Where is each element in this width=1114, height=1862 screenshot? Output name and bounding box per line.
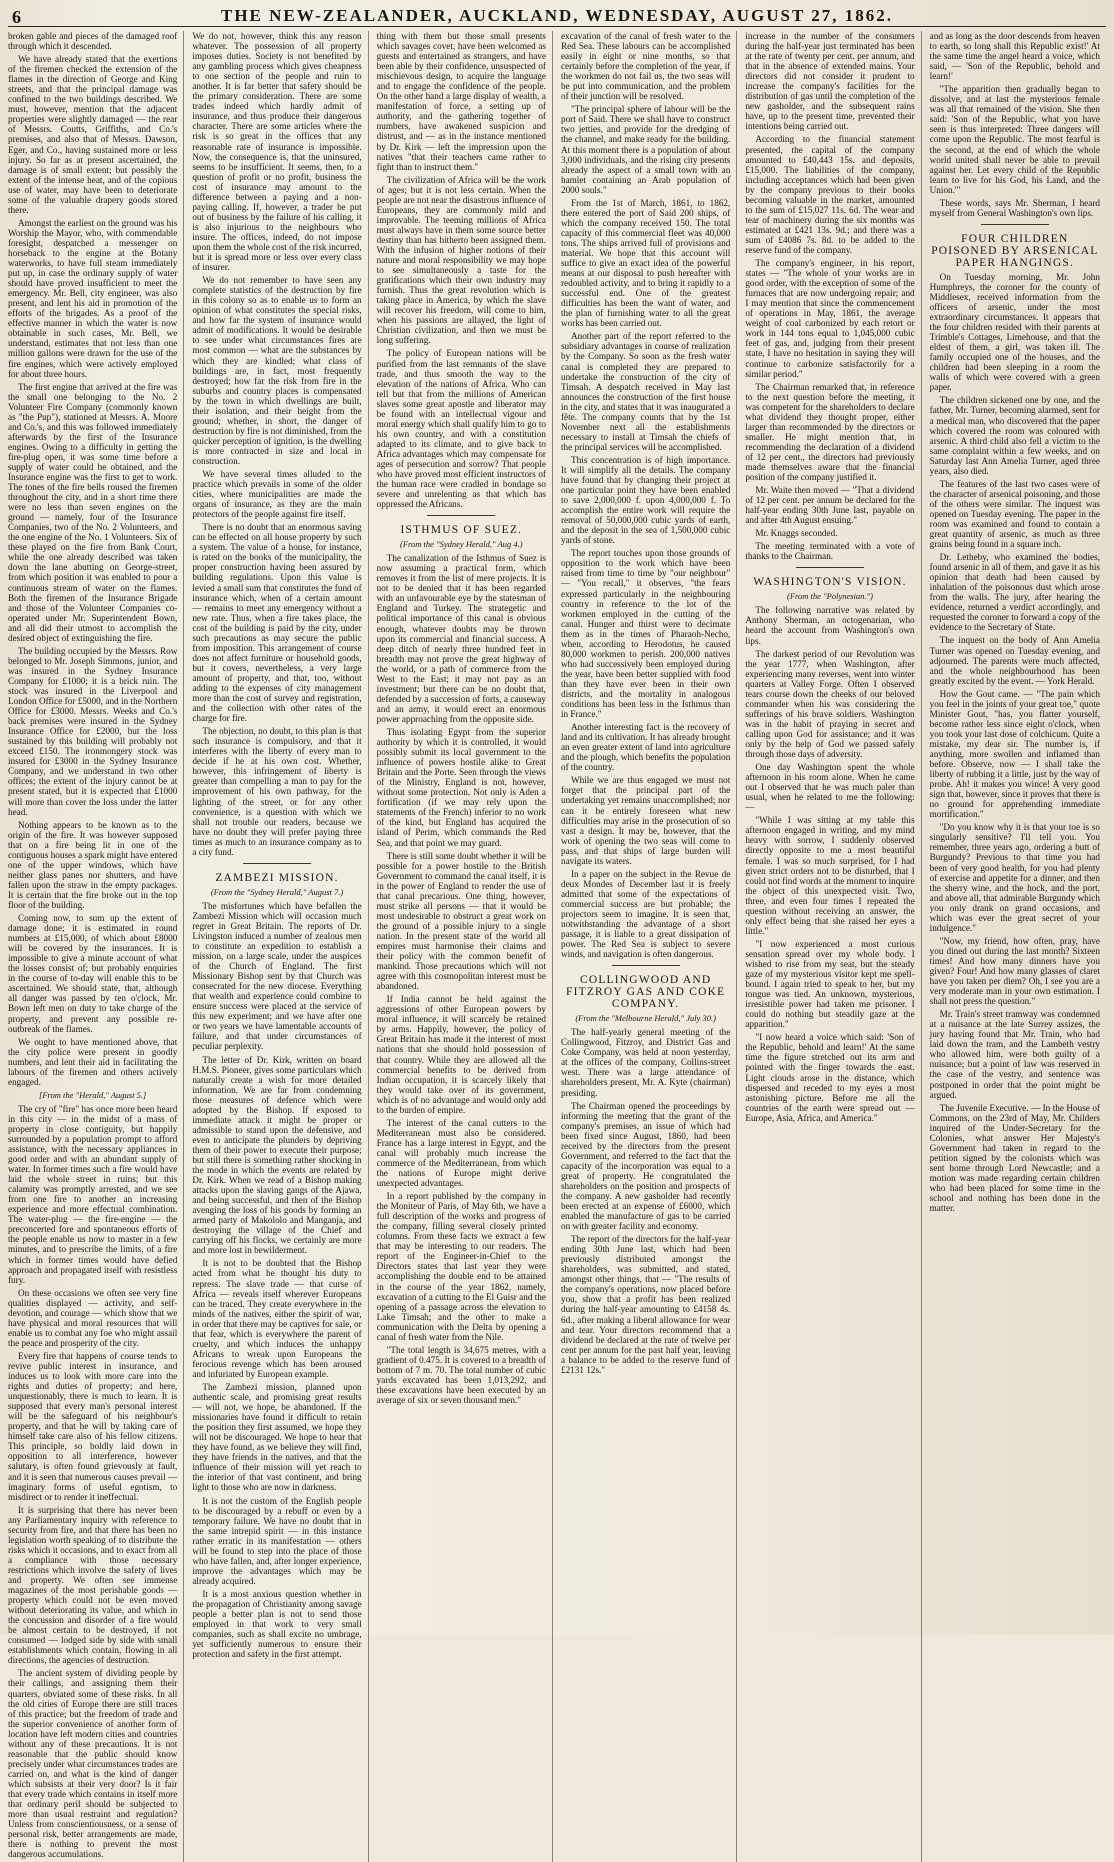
page-number: 6: [12, 7, 21, 27]
article-paragraph: We ought to have mentioned above, that the city police were present in goodly numbers, and lent their aid in facilitating the labours of the firemen and others actively engaged.: [8, 1036, 178, 1087]
article-paragraph: The half-yearly general meeting of the Collingwood, Fitzroy, and District Gas and Coke Company, was held at noon yesterday, at the offices of the company, Collins-street west. There was a large attendance of shareholders present, Mr. A. Kyte (chairman) presiding.: [560, 1027, 731, 1098]
article-paragraph: There is no doubt that an enormous saving can be effected on all house property by such a system. The value of a house, for instance, is rated on the books of the municipality, the proper construction having been assured by building regulations. Upon this value is levied a small sum that constitutes the fund of insurance which, when of a certain amount — remains to meet any emergency without a new rate. Thus, when a fire takes place, the cost of the building is paid by the city, under such precautions as may secure the public from imposition. This arrangement of course does not affect furniture or household goods, but it covers, nevertheless, a very large amount of property, and that, too, without adding to the expenses of city management more than the cost of survey and registration, and the collection with other rates of the charge for fire.: [192, 522, 362, 724]
article-paragraph: It is not to be doubted that the Bishop acted from what he thought his duty to repress. The slave trade — that curse of Africa — reveals itself wherever Europeans can be traced. They create everywhere in the minds of the natives, either the spirit of war, in order that there may be captives for sale, or that fear, which is everywhere the parent of cruelty, and which induces the unhappy Africans to wreak upon Europeans the ferocious revenge which has been aroused and infuriated by European example.: [192, 1258, 362, 1379]
article-paragraph: It is surprising that there has never been any Parliamentary inquiry with reference to security from fire, and that there has been no legislation worth speaking of to distribute the risks which it occasions, and to exact from all a compliance with those necessary restrictions which involve the safety of lives and property. We often see immense magazines of the most perishable goods — property which could not be even moved without deteriorating its value, and which in the concussion and disorder of a fire would be almost certain to be destroyed, if not consumed — lodged side by side with small establishments which contain, flowing in all directions, the agencies of destruction.: [8, 1504, 178, 1666]
article-paragraph: The civilization of Africa will be the work of ages; but it is not less certain. When the people are not near the disastrous influence of Europeans, they are commonly mild and improvable. The teeming millions of Africa must always have in them some source better destiny than has hitherto been assigned them. With the infusion of higher notions of their nature and moral responsibility we may hope to see simultaneously a taste for the gratifications which their own industry may furnish. Thus the great revolution which is taking place in America, by which the slave will recover his freedom, will come to him, when his passions are allayed, the light of Christian civilization, and then we must be long suffering.: [376, 174, 546, 346]
article-headline: ISTHMUS OF SUEZ.: [400, 524, 523, 537]
article-source: [From the "Herald," August 5.]: [39, 1089, 147, 1100]
section-rule: [796, 567, 864, 568]
article-paragraph: "I now heard a voice which said: 'Son of the Republic, behold and learn!' At the same time the figure stretched out its arm and pointed with the finger towards the east. Light clouds arose in the distance, which dispersed and receded to my eyes a most astonishing picture. Before me all the countries of the earth were spread out — Europe, Asia, Africa, and America.": [745, 1032, 915, 1123]
article-paragraph: and as long as the door descends from heaven to earth, so long shall this Republic exist!' At the same time the angel heard a voice, which said, — 'Son of the Republic, behold and learn!': [929, 31, 1100, 82]
columns: [8, 31, 1106, 1860]
article-paragraph: The letter of Dr. Kirk, written on board H.M.S. Pioneer, gives some particulars which naturally create a wish for more detailed information. We are far from condemning those measures of defence which were adopted by the Bishop. If exposed to immediate attack it might be proper or admissible to stand upon the defensive, and even to anticipate the plunders by depriving them of their power to execute their purpose; but still there is something rather shocking in the mode in which the events are related by Dr. Kirk. When we read of a Bishop making attacks upon the slaving gangs of the Ajawa, and being successful, and then of the Bishop avenging the loss of his goods by forming an armed party of Makololo and Manganja, and destroying the village of the Chief and carrying off his flocks, we certainly are more and more lost in bewilderment.: [192, 1054, 362, 1256]
article-paragraph: "Now, my friend, how often, pray, have you dined out during the last month? Sixteen times! And how many dinners have you given? Four! And how many glasses of claret have you taken per diem? Oh, I see you are a very moderate man in your own estimation. I shall not press the question.": [929, 935, 1100, 1007]
column-3: [377, 31, 553, 1862]
article-paragraph: The Chairman remarked that, in reference to the next question before the meeting, it was competent for the shareholders to declare what dividend they thought proper, either larger than recommended by the directors or smaller. He might mention that, in recommending the declaration of a dividend of 12 per cent., the directors had previously made themselves aware that the financial position of the company justified it.: [745, 381, 915, 483]
article-paragraph: According to the financial statement presented, the capital of the company amounted to £40,443 15s. and deposits, £15,000. The liabilities of the company, including acceptances which had been given by the company previous to their books becoming valuable in the market, amounted to the sum of £15,027 11s. 6d. The wear and tear of machinery during the six months was estimated at £421 13s. 9d.; and there was a sum of £4086 7s. 8d. to be added to the reserve fund of the company.: [745, 134, 915, 255]
article-paragraph: Thus isolating Egypt from the superior authority by which it is controlled, it would possibly submit its local government to the influence of powers hostile alike to Great Britain and the Porte. Seen through the views of the Ministry, England is not, however, without some protection. Not only is Aden a fortification (if we may rely upon the statements of the French) inferior to no work of the kind, but England has acquired the island of Perim, which commands the Red Sea, and that point we may guard.: [376, 727, 546, 848]
article-source: (From the "Sydney Herald," August 7.): [210, 886, 344, 897]
article-source: (From the "Polynesian."): [787, 591, 873, 602]
article-paragraph: The report of the directors for the half-year ending 30th June last, which had been previously distributed amongst the shareholders, was submitted, and stated, amongst other things, that — "The results of the company's operations, now placed before you, show that a profit has been realized during the half-year amounting to £4158 4s. 6d., after making a liberal allowance for wear and tear. Your directors recommend that a dividend be declared at the rate of twelve per cent per annum for the past half year, leaving a balance to be added to the reserve fund of £2131 12s.": [560, 1234, 731, 1375]
article-paragraph: The objection, no doubt, to this plan is that such insurance is compulsory, and that it interferes with the liberty of every man to decide if he at his own cost. Whether, however, this infringement of liberty is greater than compelling a man to pay for the improvement of his own pathway, for the lighting of the street, or for any other convenience, is a question with which we shall not trouble our readers, because we have no doubt they will prefer paying three times as much to an insurance company as to a city fund.: [192, 726, 362, 857]
article-paragraph: If India cannot be held against the aggressions of other European powers by moral influence, it will scarcely be retained by arms. Happily, however, the policy of Great Britain has made it the interest of most nations that she should hold possession of that country. While they are allowed all the commercial benefits to be derived from Indian occupation, it is scarcely likely that they would take over of its government, which is of no advantage and would only add to the burden of empire.: [376, 994, 546, 1115]
article-paragraph: The Juvenile Executive. — In the House of Commons, on the 23rd of May, Mr. Childers inquired of the Under-Secretary for the Colonies, what answer Her Majesty's Government had taken in regard to the petition signed by the colonists which was sent home through Lord Newcastle; and a motion was made regarding certain children who had been placed for some time in the school and nothing has been done in the matter.: [929, 1102, 1100, 1214]
article-paragraph: increase in the number of the consumers during the half-year just terminated has been at the rate of twenty per cent. per annum, and that in the absence of extended mains. Your directors did not consider it prudent to increase the company's facilities for the distribution of gas until the completion of the new gasholder, and the subsequent rains have, up to the present time, prevented their intentions being carried out.: [745, 31, 915, 132]
article-paragraph: In a report published by the company in the Moniteur of Paris, of May 6th, we have a full description of the works and progress of the company, filling several closely printed columns. From these facts we extract a few that may be interesting to our readers. The report of the Engineer-in-Chief to the Directors states that last year they were accomplishing the double end to be attained in the course of the year 1862, namely, excavation of a cutting to the El Guisr and the opening of a passage across the elevation to Lake Timsah; and the other to make a communication with the Delta by opening a canal of fresh water from the Nile.: [376, 1191, 546, 1342]
article-paragraph: Another interesting fact is the recovery of land and its cultivation. It has already brought an even greater extent of land into agriculture and the plough, which benefits the population of the country.: [560, 722, 731, 773]
article-paragraph: This concentration is of high importance. It will simplify all the details. The company have found that by changing their project at one particular point they have been enabled to save 2,000,000 f. upon 4,000,000 f. To accomplish the entire work will require the removal of 50,000,000 cubic yards of earth, and the deposit in the sea of 1,500,000 cubic yards of stone.: [560, 454, 731, 546]
article-paragraph: The first engine that arrived at the fire was the small one belonging to the No. 2 Volunteer Fire Company (commonly known as "the Pup"), stationed at Messrs. A. Moore and Co.'s, and this was followed immediately afterwards by the first of the Insurance engines. Owing to a difficulty in getting the fire-plug open, it was some time before a supply of water could be obtained, and the Insurance engine was the first to get to work. The tones of the fire bells roused the firemen throughout the city, and in a short time there were no less than seven engines on the ground — namely, four of the Insurance Companies, two of the No. 2 Volunteers, and the one engine of the No. 1 Volunteers. Six of these played on the fire from Bank Court, while the one already described was taken down the lane abutting on George-street, from which position it was enabled to pour a continuous stream of water on the flames. Both the firemen of the Insurance Brigade and those of the Volunteer Companies co-operated under Mr. Superintendent Bown, and all did their utmost to accomplish the desired object of extinguishing the fire.: [8, 381, 178, 643]
article-paragraph: Dr. Letheby, who examined the bodies, found arsenic in all of them, and gave it as his opinion that death had been caused by inhalation of the poisonous dust which arose from the walls. The jury, after hearing the evidence, returned a verdict accordingly, and requested the coroner to forward a copy of the evidence to the Secretary of State.: [929, 552, 1100, 633]
article-paragraph: broken gable and pieces of the damaged roof through which it descended.: [8, 31, 178, 52]
article-paragraph: The following narrative was related by Anthony Sherman, an octogenarian, who heard the account from Washington's own lips.: [745, 605, 915, 646]
article-headline: ZAMBEZI MISSION.: [215, 871, 339, 884]
article-source: (From the "Melbourne Herald," July 30.): [575, 1013, 716, 1024]
article-paragraph: We have already stated that the exertions of the firemen checked the extension of the flames in the direction of George and King streets, and that the principal damage was confined to the two buildings described. We must, however, mention that the adjacent properties were slightly damaged — the rear of Messrs. Coutts, Griffiths, and Co.'s premises, and also that of Messrs. Dawson, Eger, and Co., having sustained more or less injury. So far as at present ascertained, the damage is of small extent; but possibly the extent of the intense heat, and of the copious use of water, may have been to deteriorate some of the valuable drapery goods stored there.: [8, 54, 178, 215]
article-paragraph: Nothing appears to be known as to the origin of the fire. It was however supposed that on a fire being lit in one of the contiguous houses a spark might have entered one of the upper windows, which have neither glass panes nor shutters, and have fallen upon the straw in the empty packages. It is certain that the fire broke out in the top floor of the building.: [8, 819, 178, 910]
article-paragraph: The Zambezi mission, planned upon authentic scale, and promising great results — will not, we hope, be abandoned. If the missionaries have found it difficult to retain the position they first assumed, we hope they will not be discouraged. We hope to hear that they have found, as we believe they will find, they have friends in the natives, and that the influence of their mission will yet reach to the interior of that vast continent, and bring light to those who are now in darkness.: [192, 1382, 362, 1493]
article-paragraph: "While I was sitting at my table this afternoon engaged in writing, and my mind heavy with sorrow, I suddenly observed directly opposite to me a most beautiful female. I was so much surprised, for I had given strict orders not to be disturbed, that I could not find words at the moment to inquire the object of this unexpected visit. Two, three, and even four times I repeated the question without receiving an answer, the only effect being that she raised her eyes a little.": [745, 815, 915, 936]
article-paragraph: "Do you know why it is that your toe is so singularly sensitive? I'll tell you. You remember, three years ago, ordering a butt of Burgundy? Previous to that time you had been of very good health, for you had plenty of exercise and appetite for a dinner, and then the sherry wine, and the hock, and the port, and above all, that admirable Burgundy which you only drank on grand occasions, and which was ever the great secret of your indulgence.": [929, 822, 1100, 933]
article-paragraph: The canalization of the Isthmus of Suez is now assuming a practical form, which removes it from the list of mere projects. It is not to be denied that it has been regarded with an unfavourable eye by the statesman of England and Turkey. The strategetic and political importance of this canal is obvious enough, whatever doubts may be thrown upon its commercial and financial success. A deep ditch of nearly three hundred feet in breadth may not prove the great highway of the world, or a path of commerce from the West to the East; it may not pay as an investment; but there can be no doubt that, defended by a succession of forts, a causeway and an army, it would erect an enormous power approaching from the opposite side.: [376, 553, 546, 724]
column-4: [561, 31, 737, 1862]
article-paragraph: Amongst the earliest on the ground was his Worship the Mayor, who, with commendable foresight, despatched a messenger on horseback to the engine at the Botany waterworks, to have full steam immediately put up, in case the ordinary supply of water should have proved insufficient to meet the emergency. Mr. Bell, city engineer, was also present, and lent his aid in promotion of the efforts of the brigades. As a proof of the effective manner in which the water is now obtainable in such cases, Mr. Bell, we understand, estimates that not less than one million gallons were drawn for the use of the fire engines, which were actively employed for about three hours.: [8, 217, 178, 379]
article-paragraph: "The apparition then gradually began to dissolve, and at last the mysterious female was all that remained of the vision. She then said: 'Son of the Republic, what you have seen is thus interpreted: Three dangers will come upon the Republic. The most fearful is the second, at the end of which the whole world united shall never be able to prevail against her. Let every child of the Republic learn to live for his God, his Land, and the Union.'": [929, 84, 1100, 195]
section-rule: [243, 863, 311, 864]
article-paragraph: These words, says Mr. Sherman, I heard myself from General Washington's own lips.: [929, 197, 1100, 218]
article-paragraph: "I now experienced a most curious sensation spread over my whole body. I wished to rise from my seat, but the steady gaze of my mysterious visitor kept me spell-bound. I again tried to speak to her, but my tongue was tied. An unknown, mysterious, irresistible power had taken me prisoner. I could do nothing but steadily gaze at the apparition.": [745, 938, 915, 1030]
article-paragraph: The policy of European nations will be purified from the last remnants of the slave trade, and thus smooth the way to the elevation of the nations of Africa. Who can tell but that from the millions of American slaves some great apostle and liberator may be found with an intellectual vigour and moral energy which shall qualify him to go to his own country, and with a constitution adapted to its climate, and to give back to Africa advantages which may compensate for ages of persecution and sorrow? That people who have proved most efficient instructors of the human race were cradled in bondage so severe and unrelenting as that which has oppressed the Africans.: [376, 348, 546, 510]
section-rule: [612, 965, 680, 966]
article-paragraph: "The principal sphere of labour will be the port of Said. There we shall have to construct two jetties, and provide for the dredging of the channel, and make ready for the building. At this moment there is a population of about 3,000 individuals, and the rising city presents already the aspect of a small town with an hamlet containing an Arab population of 2000 souls.": [560, 104, 731, 195]
article-paragraph: The darkest period of our Revolution was the year 1777, when Washington, after experiencing many reverses, went into winter quarters at Valley Forge. Often I observed tears course down the cheeks of our beloved commander when his was considering the sufferings of his brave soldiers. Washington was in the habit of praying in secret and calling upon God for assistance; and it was only by the help of God we passed safely through those days of adversity.: [745, 648, 915, 760]
article-paragraph: The inquest on the body of Ann Amelia Turner was opened on Tuesday evening, and adjourned. The parents were much affected, and the whole neighbourhood has been greatly excited by the event. — York Herald.: [929, 635, 1100, 686]
article-paragraph: The misfortunes which have befallen the Zambezi Mission which will occasion much regret in Great Britain. The reports of Dr. Livingston induced a number of zealous men to constitute an expedition to establish a mission, on a large scale, under the auspices of the Church of England. The first Missionary Bishop sent by that Church was consecrated for the new diocese. Everything that wealth and experience could combine to ensure success were placed at the service of this new experiment; and we have after one or two years we have lamentable accounts of failure, and that under circumstances of peculiar perplexity.: [192, 900, 362, 1052]
article-paragraph: We have several times alluded to the practice which prevails in some of the older cities, where municipalities are made the organs of insurance, as they are the main protectors of the people against fire itself.: [192, 469, 362, 520]
article-paragraph: It is not the custom of the English people to be discouraged by a rebuff or even by a temporary failure. We have no doubt that in the same intrepid spirit — in this instance rather erratic in its manifestation — others will be found to step into the place of those who have fallen, and, after longer experience, improve the advantages which may be already acquired.: [192, 1495, 362, 1586]
article-paragraph: In a paper on the subject in the Revue de deux Mondes of December last it is freely admitted that some of the expectations of commercial success are but probable; the projectors seem to imagine. It is seen that, notwithstanding the advantage of a short passage, it is liable to a great dissipation of power. The Red Sea is subject to severe winds, and navigation is often dangerous.: [560, 868, 731, 960]
article-paragraph: We do not remember to have seen any complete statistics of the destruction by fire in this colony so as to enable us to form an opinion of what constitutes the special risks, and how far the system of insurance would admit of modifications. It would be desirable to see under what circumstances fires are most common — what are the substances by which they are kindled; what class of buildings are, in fact, most frequently destroyed; how far the risk from fire in the suburbs and country places is compensated by the town in which dwellings are built, their isolation, and their height from the ground; whether, in short, the danger of destruction by fire is not diminished, from the quicker perception of ignition, is the dwelling is more contracted in size and local in construction.: [192, 275, 362, 466]
column-6: [930, 31, 1106, 1862]
article-paragraph: It is a most anxious question whether in the propagation of Christianity among savage people a better plan is not to send those employed in that work to very small companies, such as shall excite no umbrage, yet sufficiently numerous to ensure their protection and safety in the first attempt.: [192, 1588, 362, 1660]
masthead: [8, 6, 1106, 27]
article-paragraph: From the 1st of March, 1861, to 1862, there entered the port of Said 200 ships, of which the company received 150. The total capacity of this commercial fleet was 40,000 tons. The ships arrived full of provisions and material. We hope that this account will suffice to give an exact idea of the powerful means at our disposal to push hereafter with redoubled activity, and to bring it rapidly to a successful end. One of the greatest difficulties has been the want of water, and the plan of furnishing water to all the great works has been carried out.: [560, 197, 731, 329]
article-paragraph: How the Gout came. — "The pain which you feel in the joints of your great toe," quote Minister Gout, "has, you flatter yourself, become rather less since eight o'clock, when you took your last dose of colchicum. Quite a mistake, my dear sir. The number is, if anything, more swollen and inflamed than before. Observe, now — I shall take the liberty of rubbing it a little, just by the way of probe. Ah! it makes you wince! A very good sign that, however, since it proves that there is no ground for apprehending immediate mortification.": [929, 688, 1100, 820]
article-headline: WASHINGTON'S VISION.: [753, 576, 907, 589]
article-paragraph: The features of the last two cases were of the character of arsenical poisoning, and those of the others were similar. The inquest was opened on Tuesday evening. The paper in the room was examined and found to contain a great quantity of arsenic, as much as three grains being found in a square inch.: [929, 478, 1100, 550]
article-paragraph: The building occupied by the Messrs. Row belonged to Mr. Joseph Simmons, junior, and was insured in the Sydney Insurance Company for £1000; it is a brick ruin. The stock was insured in the Liverpool and London Office for £5000, and in the Northern Office for £3000. Messrs. Weeks and Co.'s back premises were insured in the Sydney Insurance Office for £2000, but the loss sustained by this building will probably not exceed £150. The ironmongery stock was insured for £3000 in the Sydney Insurance Company, and we understand in two other offices; the extent of the injury cannot be at present stated, but it is expected that £1000 will more than cover the loss under the latter head.: [8, 645, 178, 817]
article-paragraph: The Chairman opened the proceedings by informing the meeting that the grant of the company's premises, an issue of which had been fixed since August, 1860, had been received by the directors from the present Government, and referred to the fact that the capacity of the incorporation was equal to a great of property. He congratulated the shareholders on the position and prospects of the company. A new gasholder had recently been erected at an expense of £6000, which enabled the manufacture of gas to be carried on with greater facility and economy.: [560, 1100, 731, 1232]
column-1: [8, 31, 184, 1862]
article-paragraph: Mr. Train's street tramway was condemned at a nuisance at the late Surrey assizes, the jury having found that Mr. Train, who had laid down the tram, and the Lambeth vestry who allowed him, were both guilty of a nuisance; but a point of law was reserved in the case of the vestry, and sentence was postponed in order that the point might be argued.: [929, 1009, 1100, 1100]
masthead-title: THE NEW-ZEALANDER, AUCKLAND, WEDNESDAY, AUGUST 27, 1862.: [220, 6, 893, 25]
article-paragraph: Coming now, to sum up the extent of damage done; it is estimated in round numbers at £15,000, of which about £8000 will be covered by the insurances. It is impossible to give a minute account of what the losses consist of; but probably enquiries in the course of to-day will enable this to be ascertained. We should state, that, although all danger was passed by ten o'clock, Mr. Bown left men on duty to take charge of the property, and prevent any possible re-outbreak of the flames.: [8, 913, 178, 1034]
article-paragraph: The children sickened one by one, and the father, Mr. Turner, becoming alarmed, sent for a medical man, who discovered that the paper which covered the room was coloured with arsenic. A third child also fell a victim to the same complaint within a few weeks, and on Saturday last Ann Amelia Turner, aged three years, also died.: [929, 395, 1100, 476]
section-rule: [981, 224, 1049, 225]
article-headline: COLLINGWOOD AND FITZROY GAS AND COKE COMPANY.: [565, 974, 726, 1011]
article-paragraph: On these occasions we often see very fine qualities displayed — activity, and self-devotion, and courage — which show that we have physical and moral resources that will enable us to combat any foe who might assail the peace and prosperity of the city.: [8, 1287, 178, 1348]
article-paragraph: excavation of the canal of fresh water to the Red Sea. These labours can be accomplished easily in eight or nine months, so that certainly before the completion of the year, if the workmen do not fail us, the two seas will be put into communication, and the problem of their junction will be resolved.: [560, 31, 731, 102]
article-paragraph: The interest of the canal cutters to the Mediterranean must also be considered. France has a large interest in Egypt, and the canal will probably much increase the commerce of the Mediterranean, from which the nations of Europe might derive unexpected advantages.: [376, 1117, 546, 1189]
article-paragraph: The meeting terminated with a vote of thanks to the Chairman.: [745, 541, 915, 562]
column-2: [192, 31, 368, 1862]
article-paragraph: On Tuesday morning, Mr. John Humphreys, the coroner for the county of Middlesex, received information from the officers of arsenic, under the most extraordinary circumstances. It appears that the four children resided with their parents at Trimble's Cottages, Limehouse, and that the eldest of them, a girl, was taken ill. The family occupied one of the houses, and the children had been sleeping in a room the walls of which were covered with a green paper.: [929, 271, 1100, 393]
column-5: [745, 31, 921, 1862]
article-paragraph: Another part of the report referred to the subsidiary advantages in course of realization by the Company. So soon as the fresh water canal is completed they are prepared to undertake the construction of the city of Timsah. A despatch received in May last announces the construction of the first house in the city, and states that it was inaugurated a fête. The company counts that by the 1st November next all the establishments necessary to install at Timsah the chiefs of the principal services will be accomplished.: [560, 331, 731, 452]
article-source: (From the "Sydney Herald," Aug 4.): [400, 539, 523, 550]
article-paragraph: The company's engineer, in his report, states — "The whole of your works are in good order, with the exception of some of the furnaces that are now undergoing repair; and I may mention that since the commencement of operations in May, 1861, the average weight of coal carbonized by each retort or work in 144 tons equal to 1,045,000 cubic feet of gas, and, judging from their present state, I have no hesitation in saying they will continue to carbonize satisfactorily for a similar period.": [745, 258, 915, 379]
article-paragraph: The cry of "fire" has once more been heard in this city — in the midst of a mass of property in close contiguity, but happily surrounded by a population prompt to afford assistance, with the necessary appliances in good order and with an abundant supply of water. In former times such a fire would have laid the whole street in ruins; but this calamity was promptly arrested, and we see from one fire to another an increasing experience and more effectual combination. The water-plug — the fire-engine — the preconcerted fore and spontaneous efforts of the people enable us now to master in a few minutes, and to prescribe the limits, of a fire which in former times would have defied approach and propagated itself with resistless fury.: [8, 1103, 178, 1285]
article-paragraph: The report touches upon those grounds of opposition to the work which have been raised from time to time by "our neighbour" — "You recall," it observes, "the fears expressed particularly in the neighbouring country in reference to the lot of the workmen employed in the cutting of the canal. Hunger and thirst were to decimate them as in the times of Pharaoh-Necho, when, according to Herodotus, he caused 80,000 workmen to perish. 200,000 natives who had successively been employed during the year, have been better supplied with food than they have ever been in their own districts, and the mortality in analogous conditions has been less in the Isthmus than in France.": [560, 548, 731, 720]
article-headline: FOUR CHILDREN POISONED BY ARSENICAL PAPER HANGINGS.: [931, 232, 1099, 269]
article-paragraph: One day Washington spent the whole afternoon in his room alone. When he came out I observed that he was much paler than usual, when he related to me the following: —: [745, 762, 915, 813]
section-rule: [427, 515, 495, 516]
article-paragraph: thing with them but those small presents which savages covet, have been welcomed as guests and entertained as strangers, and have been able by their confidence, unsuspected of mischievous design, to acquire the language and to engage the confidence of the people. On the other hand a large display of wealth, a manifestation of force, a setting up of authority, and the gathering together of numbers, have awakened suspicion and distrust, and — as in the instance mentioned by Dr. Kirk — left the impression upon the natives "that their teachers came rather to fight than to instruct them.": [376, 31, 546, 172]
article-paragraph: Mr. Knaggs seconded.: [755, 528, 838, 539]
article-paragraph: Mr. Waite then moved — "That a dividend of 12 per cent. per annum be declared for the half-year ending 30th June last, payable on and after 4th August ensuing.": [745, 485, 915, 526]
article-paragraph: Every fire that happens of course tends to revive public interest in insurance, and induces us to look with more care into the rights and duties of property; and here, unquestionably, there is much to learn. It is supposed that every man's personal interest will be the safeguard of his neighbour's property, and that he will by taking care of himself take care also of his fellow citizens. This principle, so boldly laid down in opposition to all interference, however salutary, is often found grievously at fault, and it is seen that numerous causes prevail — imaginary forms of useful egotism, to misdirect or to render it ineffectual.: [8, 1350, 178, 1502]
article-paragraph: "The total length is 34,675 metres, with a gradient of 0.475. It is covered to a breadth of bottom of 7 m. 70. The total number of cubic yards excavated has been 1,013,292, and these excavations have been executed by an average of six or seven thousand men.": [376, 1344, 546, 1406]
article-paragraph: There is still some doubt whether it will be possible for a power hostile to the British Government to command the canal itself, it is in the power of England to render the use of that canal precarious. One thing, however, must strike all persons — that it would be most undesirable to obstruct a great work on the ground of a possible injury to a single nation. In the present state of the world all empires must harmonise their claims and their policy with the common benefit of mankind. Those precautions which will not agree with this cosmopolitan interest must be abandoned.: [376, 850, 546, 992]
article-paragraph: We do not, however, think this any reason whatever. The possession of all property imposes duties. Society is not benefited by any gambling process which gives cheapness to one section of the people and ruin to another. It is far better that safety should be the primary consideration. There are some trades indeed which hardly admit of insurance, and thus produce their dangerous character. There are some articles where the risk is so great in the offices that any reasonable rate of insurance is impossible. Now, the consequence is, that the uninsured, seems to be insufficient. It seems, then, to a question of profit or no profit, business the cost of insurance may amount to the difference between a paying and a non-paying calling. If, however, a trader be put out of business by the failure of his calling, it is also injurious to the neighbours who insure. The offices, indeed, do not impose upon them the whole cost of the risk incurred, but it is spread more or less over every class of insurer.: [192, 31, 362, 273]
article-paragraph: While we are thus engaged we must not forget that the principal part of the undertaking yet remains unaccomplished; nor can it be entirely foreseen what new difficulties may arise in the prosecution of so vast a design. It may be, however, that the work of opening the two seas will come to pass, and that ships of large burden will navigate its waters.: [560, 775, 731, 866]
article-paragraph: The ancient system of dividing people by their callings, and assigning them their quarters, obviated some of these risks. In all the old cities of Europe there are still traces of this practice; but the freedom of trade and the superior convenience of another form of location have left modern cities and countries without any of these precautions. It is not reasonable that the public should know precisely under what circumstances trades are carried on, and what is the kind of danger which subsists at their very door? Is it fair that every trade which contains in itself more that ordinary peril should be subjected to more than usual restraint and regulation? Unless from conscientiousness, or a sense of personal risk, better arrangements are made, there is nothing to prevent the most dangerous accumulations.: [8, 1668, 178, 1860]
